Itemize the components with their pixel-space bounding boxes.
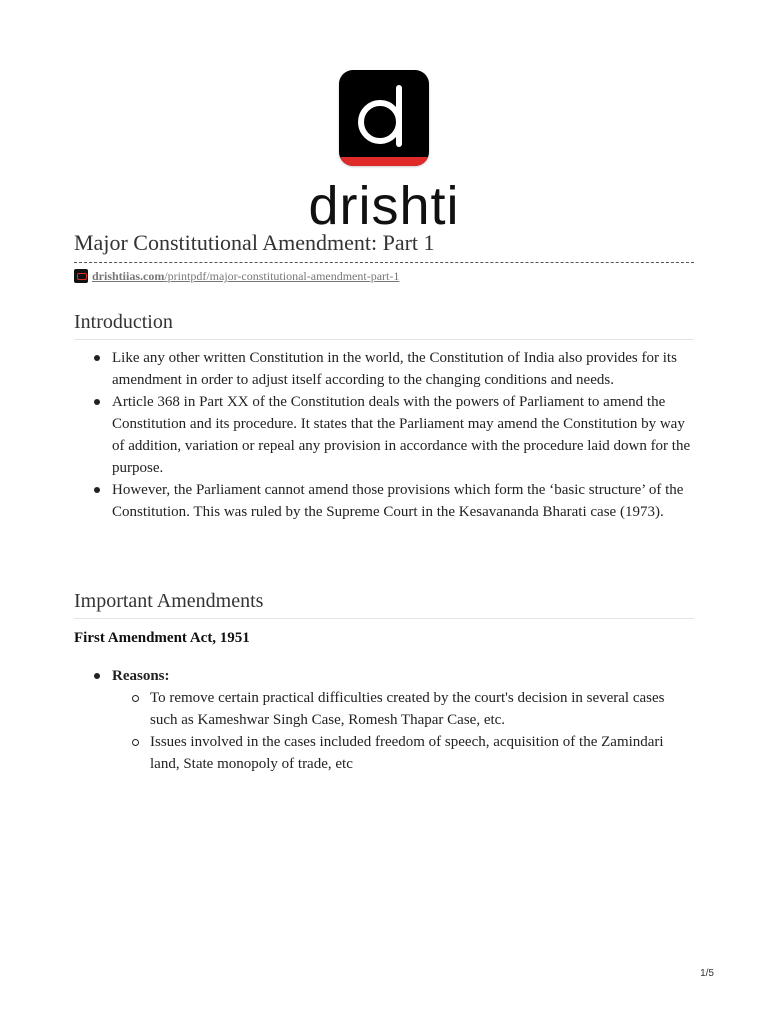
list-item: However, the Parliament cannot amend those provisions which form the ‘basic structure’ of the Constitution. This was ruled by the Supreme Court in the Kesavananda Bharati case (1973). [94,479,694,523]
list-item: Issues involved in the cases included freedom of speech, acquisition of the Zamindari land, State monopoly of trade, etc [132,731,694,775]
amendments-divider [74,618,694,619]
reasons-list [132,687,694,775]
drishti-d-icon [339,70,429,166]
logo-wordmark: drishti [308,176,460,236]
page-title: Major Constitutional Amendment: Part 1 [74,230,435,255]
first-amendment-title: First Amendment Act, 1951 [74,630,250,646]
introduction-heading: Introduction [74,311,173,333]
d-glyph-icon [339,70,429,166]
logo-red-strip [339,157,429,166]
first-amendment-list [94,665,694,775]
reasons-label: Reasons: [112,668,170,684]
list-item [94,665,694,775]
introduction-divider [74,339,694,340]
page-number: 1/5 [700,968,714,979]
favicon-icon [74,269,88,283]
list-item: Like any other written Constitution in the world, the Constitution of India also provides for its amendment in order to adjust itself according to the changing conditions and needs. [94,347,694,391]
title-divider [74,262,694,263]
amendments-heading: Important Amendments [74,590,264,612]
source-path[interactable]: /printpdf/major-constitutional-amendment-part-1 [164,269,400,283]
list-item: To remove certain practical difficulties created by the court's decision in several cases such as Kameshwar Singh Case, Romesh Thapar Case, etc. [132,687,694,731]
introduction-list [94,347,694,523]
list-item: Article 368 in Part XX of the Constitution deals with the powers of Parliament to amend the Constitution and its procedure. It states that the Parliament may amend the Constitution by way of addition, variation or repeal any provision in accordance with the procedure laid down for the purpose. [94,391,694,479]
drishti-logo [0,70,768,236]
source-link[interactable] [74,268,399,284]
source-domain[interactable]: drishtiias.com [92,269,165,283]
